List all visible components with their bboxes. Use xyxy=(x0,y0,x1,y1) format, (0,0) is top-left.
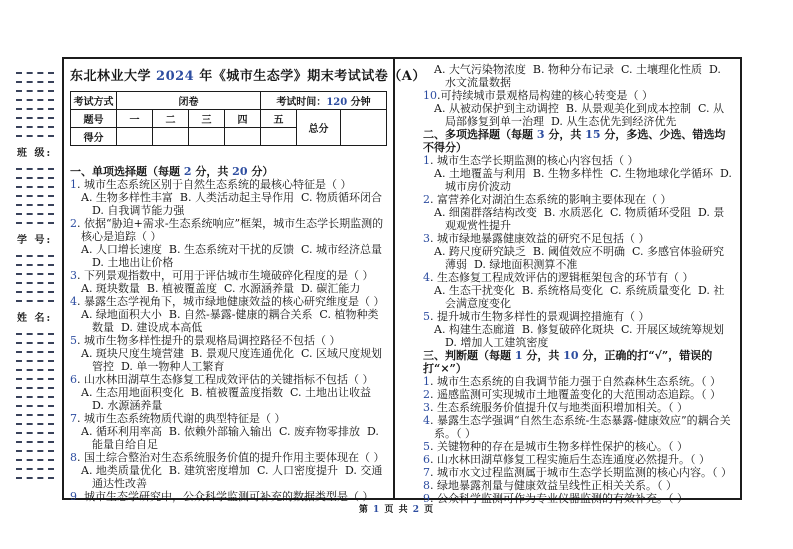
question-stem: 6. 山水林田湖草修复工程实施后生态连通度必然提升。（ ） xyxy=(423,453,710,466)
score-cell xyxy=(117,128,153,146)
seal-dotted-line xyxy=(16,255,54,257)
seal-margin-label: 学 号: xyxy=(17,235,53,246)
seal-dotted-line xyxy=(16,423,54,425)
seal-dotted-line xyxy=(16,378,54,380)
question-row-label: 题号 xyxy=(71,110,117,128)
score-cell xyxy=(153,128,189,146)
question-stem: 2. 依据“胁迫+需求-生态系统响应”框架，城市生态学长期监测的核心是追踪（ ） xyxy=(70,217,384,243)
section-heading: 一、单项选择题（每题 2 分，共 20 分） xyxy=(70,165,274,178)
question-stem: 1. 城市生态系统的自我调节能力强于自然森林生态系统。（ ） xyxy=(423,375,721,388)
question-stem: 5. 关键物种的存在是城市生物多样性保护的核心。（ ） xyxy=(423,440,688,453)
question-stem: 3. 城市绿地暴露健康效益的研究不足包括（ ） xyxy=(423,232,650,245)
page-footer: 第 1 页 共 2 页 xyxy=(358,505,435,515)
question-stem: 8. 绿地暴露剂量与健康效益呈线性正相关关系。（ ） xyxy=(423,479,677,492)
seal-dotted-line xyxy=(16,441,54,443)
page-title: 东北林业大学 2024 年《城市生态学》期末考试试卷（A） xyxy=(70,69,426,84)
seal-margin xyxy=(16,72,58,486)
question-options: A. 斑块尺度生境营建 B. 景观尺度连通优化 C. 区域尺度规划管控 D. 单一物种人工繁育 xyxy=(81,347,383,373)
score-cell xyxy=(261,128,297,146)
seal-dotted-line xyxy=(16,282,54,284)
question-options: A. 斑块数量 B. 植被覆盖度 C. 水源涵养量 D. 碳汇能力 xyxy=(81,282,361,295)
score-table xyxy=(70,91,387,146)
question-stem: 7. 城市生态系统物质代谢的典型特征是（ ） xyxy=(70,412,286,425)
question-options: A. 土地覆盖与利用 B. 生物多样性 C. 生物地球化学循环 D. 城市房价波动 xyxy=(434,167,736,193)
question-number-cell: 三 xyxy=(189,110,225,128)
question-options: A. 细菌群落结构改变 B. 水质恶化 C. 物质循环受阻 D. 景观观赏性提升 xyxy=(434,206,725,232)
seal-dotted-line xyxy=(16,273,54,275)
total-score-cell xyxy=(341,110,387,146)
question-options: A. 地类质量优化 B. 建筑密度增加 C. 人口密度提升 D. 交通通达性改善 xyxy=(81,464,383,490)
exam-method-value: 闭卷 xyxy=(117,92,261,110)
seal-dotted-line xyxy=(16,459,54,461)
seal-dotted-line xyxy=(16,135,54,137)
question-stem: 4. 暴露生态学视角下，城市绿地健康效益的核心研究维度是（ ） xyxy=(70,295,385,308)
table-row xyxy=(71,92,387,110)
seal-dotted-line xyxy=(16,195,54,197)
seal-dotted-line xyxy=(16,222,54,224)
question-options: A. 构建生态廊道 B. 修复破碎化斑块 C. 开展区域统筹规划 D. 增加人工建筑密度 xyxy=(434,323,732,349)
seal-dotted-line xyxy=(16,477,54,479)
question-stem: 1. 城市生态学长期监测的核心内容包括（ ） xyxy=(423,154,639,167)
question-options: A. 生态干扰变化 B. 系统格局变化 C. 系统质量变化 D. 社会满意度变化 xyxy=(434,284,725,310)
right-column xyxy=(395,59,740,505)
seal-dotted-line xyxy=(16,126,54,128)
question-options: A. 循环利用率高 B. 依赖外部输入输出 C. 废弃物零排放 D. 能量自给自足 xyxy=(81,425,383,451)
seal-dotted-line xyxy=(16,99,54,101)
question-number-cell: 一 xyxy=(117,110,153,128)
question-stem: 6. 山水林田湖草生态修复工程成效评估的关键指标不包括（ ） xyxy=(70,373,374,386)
question-stem: 3. 生态系统服务价值提升仅与地类面积增加相关。（ ） xyxy=(423,401,688,414)
seal-dotted-line xyxy=(16,264,54,266)
question-options: A. 从被动保护到主动调控 B. 从景观美化到成本控制 C. 从局部修复到单一治理 D. 从生态优先到经济优先 xyxy=(434,102,725,128)
exam-time: 考试时间：120 分钟 xyxy=(261,92,387,110)
section-heading: 二、多项选择题（每题 3 分，共 15 分，多选、少选、错选均不得分） xyxy=(423,128,726,154)
question-stem: 8. 国土综合整治对生态系统服务价值的提升作用主要体现在（ ） xyxy=(70,451,385,464)
seal-dotted-line xyxy=(16,300,54,302)
question-stem: 4. 生态修复工程成效评估的逻辑框架包含的环节有（ ） xyxy=(423,271,694,284)
question-stem: 9. 城市生态学研究中，公众科学监测可补充的数据类型是（ ） xyxy=(70,490,374,503)
question-stem: 5. 提升城市生物多样性的景观调控措施有（ ） xyxy=(423,310,650,323)
seal-dotted-line xyxy=(16,405,54,407)
seal-dotted-line xyxy=(16,108,54,110)
question-stem: 4. 暴露生态学强调“自然生态系统-生态暴露-健康效应”的耦合关系。（ ） xyxy=(423,414,731,440)
seal-dotted-line xyxy=(16,168,54,170)
question-options: A. 人口增长速度 B. 生态系统对干扰的反馈 C. 城市经济总量 D. 土地出让价格 xyxy=(81,243,390,269)
seal-dotted-line xyxy=(16,186,54,188)
seal-margin-label: 班 级: xyxy=(17,148,53,159)
seal-dotted-line xyxy=(16,204,54,206)
seal-dotted-line xyxy=(16,90,54,92)
seal-dotted-line xyxy=(16,72,54,74)
question-number-cell: 二 xyxy=(153,110,189,128)
question-stem: 7. 城市水文过程监测属于城市生态学长期监测的核心内容。（ ） xyxy=(423,466,732,479)
question-options: A. 生物多样性丰富 B. 人类活动起主导作用 C. 物质循环闭合 D. 自我调节能力强 xyxy=(81,191,390,217)
right-column-content xyxy=(423,63,735,505)
question-stem: 1. 城市生态系统区别于自然生态系统的最核心特征是（ ） xyxy=(70,178,352,191)
question-stem: 2. 遥感监测可实现城市土地覆盖变化的大范围动态追踪。（ ） xyxy=(423,388,721,401)
seal-dotted-line xyxy=(16,387,54,389)
question-options: A. 绿地面积大小 B. 自然-暴露-健康的耦合关系 C. 植物种类数量 D. 建设成本高低 xyxy=(81,308,379,334)
seal-dotted-line xyxy=(16,351,54,353)
section-heading: 三、判断题（每题 1 分，共 10 分，正确的打“√”，错误的打“×”） xyxy=(423,349,713,375)
seal-dotted-line xyxy=(16,333,54,335)
seal-dotted-line xyxy=(16,81,54,83)
table-row xyxy=(71,110,387,128)
question-stem: 3. 下列景观指数中，可用于评估城市生境破碎化程度的是（ ） xyxy=(70,269,374,282)
question-stem: 2. 富营养化对湖泊生态系统的影响主要体现在（ ） xyxy=(423,193,672,206)
left-column-content xyxy=(70,165,390,503)
question-number-cell: 五 xyxy=(261,110,297,128)
question-stem: 9. 公众科学监测可作为专业仪器监测的有效补充。（ ） xyxy=(423,492,688,505)
seal-dotted-line xyxy=(16,117,54,119)
total-score-label: 总分 xyxy=(297,110,341,146)
question-options: A. 生态用地面积变化 B. 植被覆盖度指数 C. 土地出让收益 D. 水源涵养量 xyxy=(81,386,379,412)
question-number-cell: 四 xyxy=(225,110,261,128)
score-cell xyxy=(189,128,225,146)
seal-dotted-line xyxy=(16,342,54,344)
seal-dotted-line xyxy=(16,468,54,470)
question-options: A. 跨尺度研究缺乏 B. 阈值效应不明确 C. 多感官体验研究薄弱 D. 绿地面积测算不准 xyxy=(434,245,725,271)
seal-dotted-line xyxy=(16,177,54,179)
score-cell xyxy=(225,128,261,146)
seal-margin-label: 姓 名: xyxy=(17,313,53,324)
seal-dotted-line xyxy=(16,291,54,293)
question-stem: 5. 城市生物多样性提升的景观格局调控路径不包括（ ） xyxy=(70,334,341,347)
seal-dotted-line xyxy=(16,432,54,434)
seal-dotted-line xyxy=(16,213,54,215)
seal-dotted-line xyxy=(16,360,54,362)
score-row-label: 得分 xyxy=(71,128,117,146)
question-options: A. 大气污染物浓度 B. 物种分布记录 C. 土壤理化性质 D. 水文流量数据 xyxy=(434,63,725,89)
left-column xyxy=(64,59,426,503)
seal-dotted-line xyxy=(16,369,54,371)
question-stem: 10.可持续城市景观格局构建的核心转变是（ ） xyxy=(423,89,653,102)
seal-dotted-line xyxy=(16,396,54,398)
seal-dotted-line xyxy=(16,414,54,416)
exam-frame xyxy=(62,57,742,505)
exam-method-label: 考试方式 xyxy=(71,92,117,110)
seal-dotted-line xyxy=(16,450,54,452)
